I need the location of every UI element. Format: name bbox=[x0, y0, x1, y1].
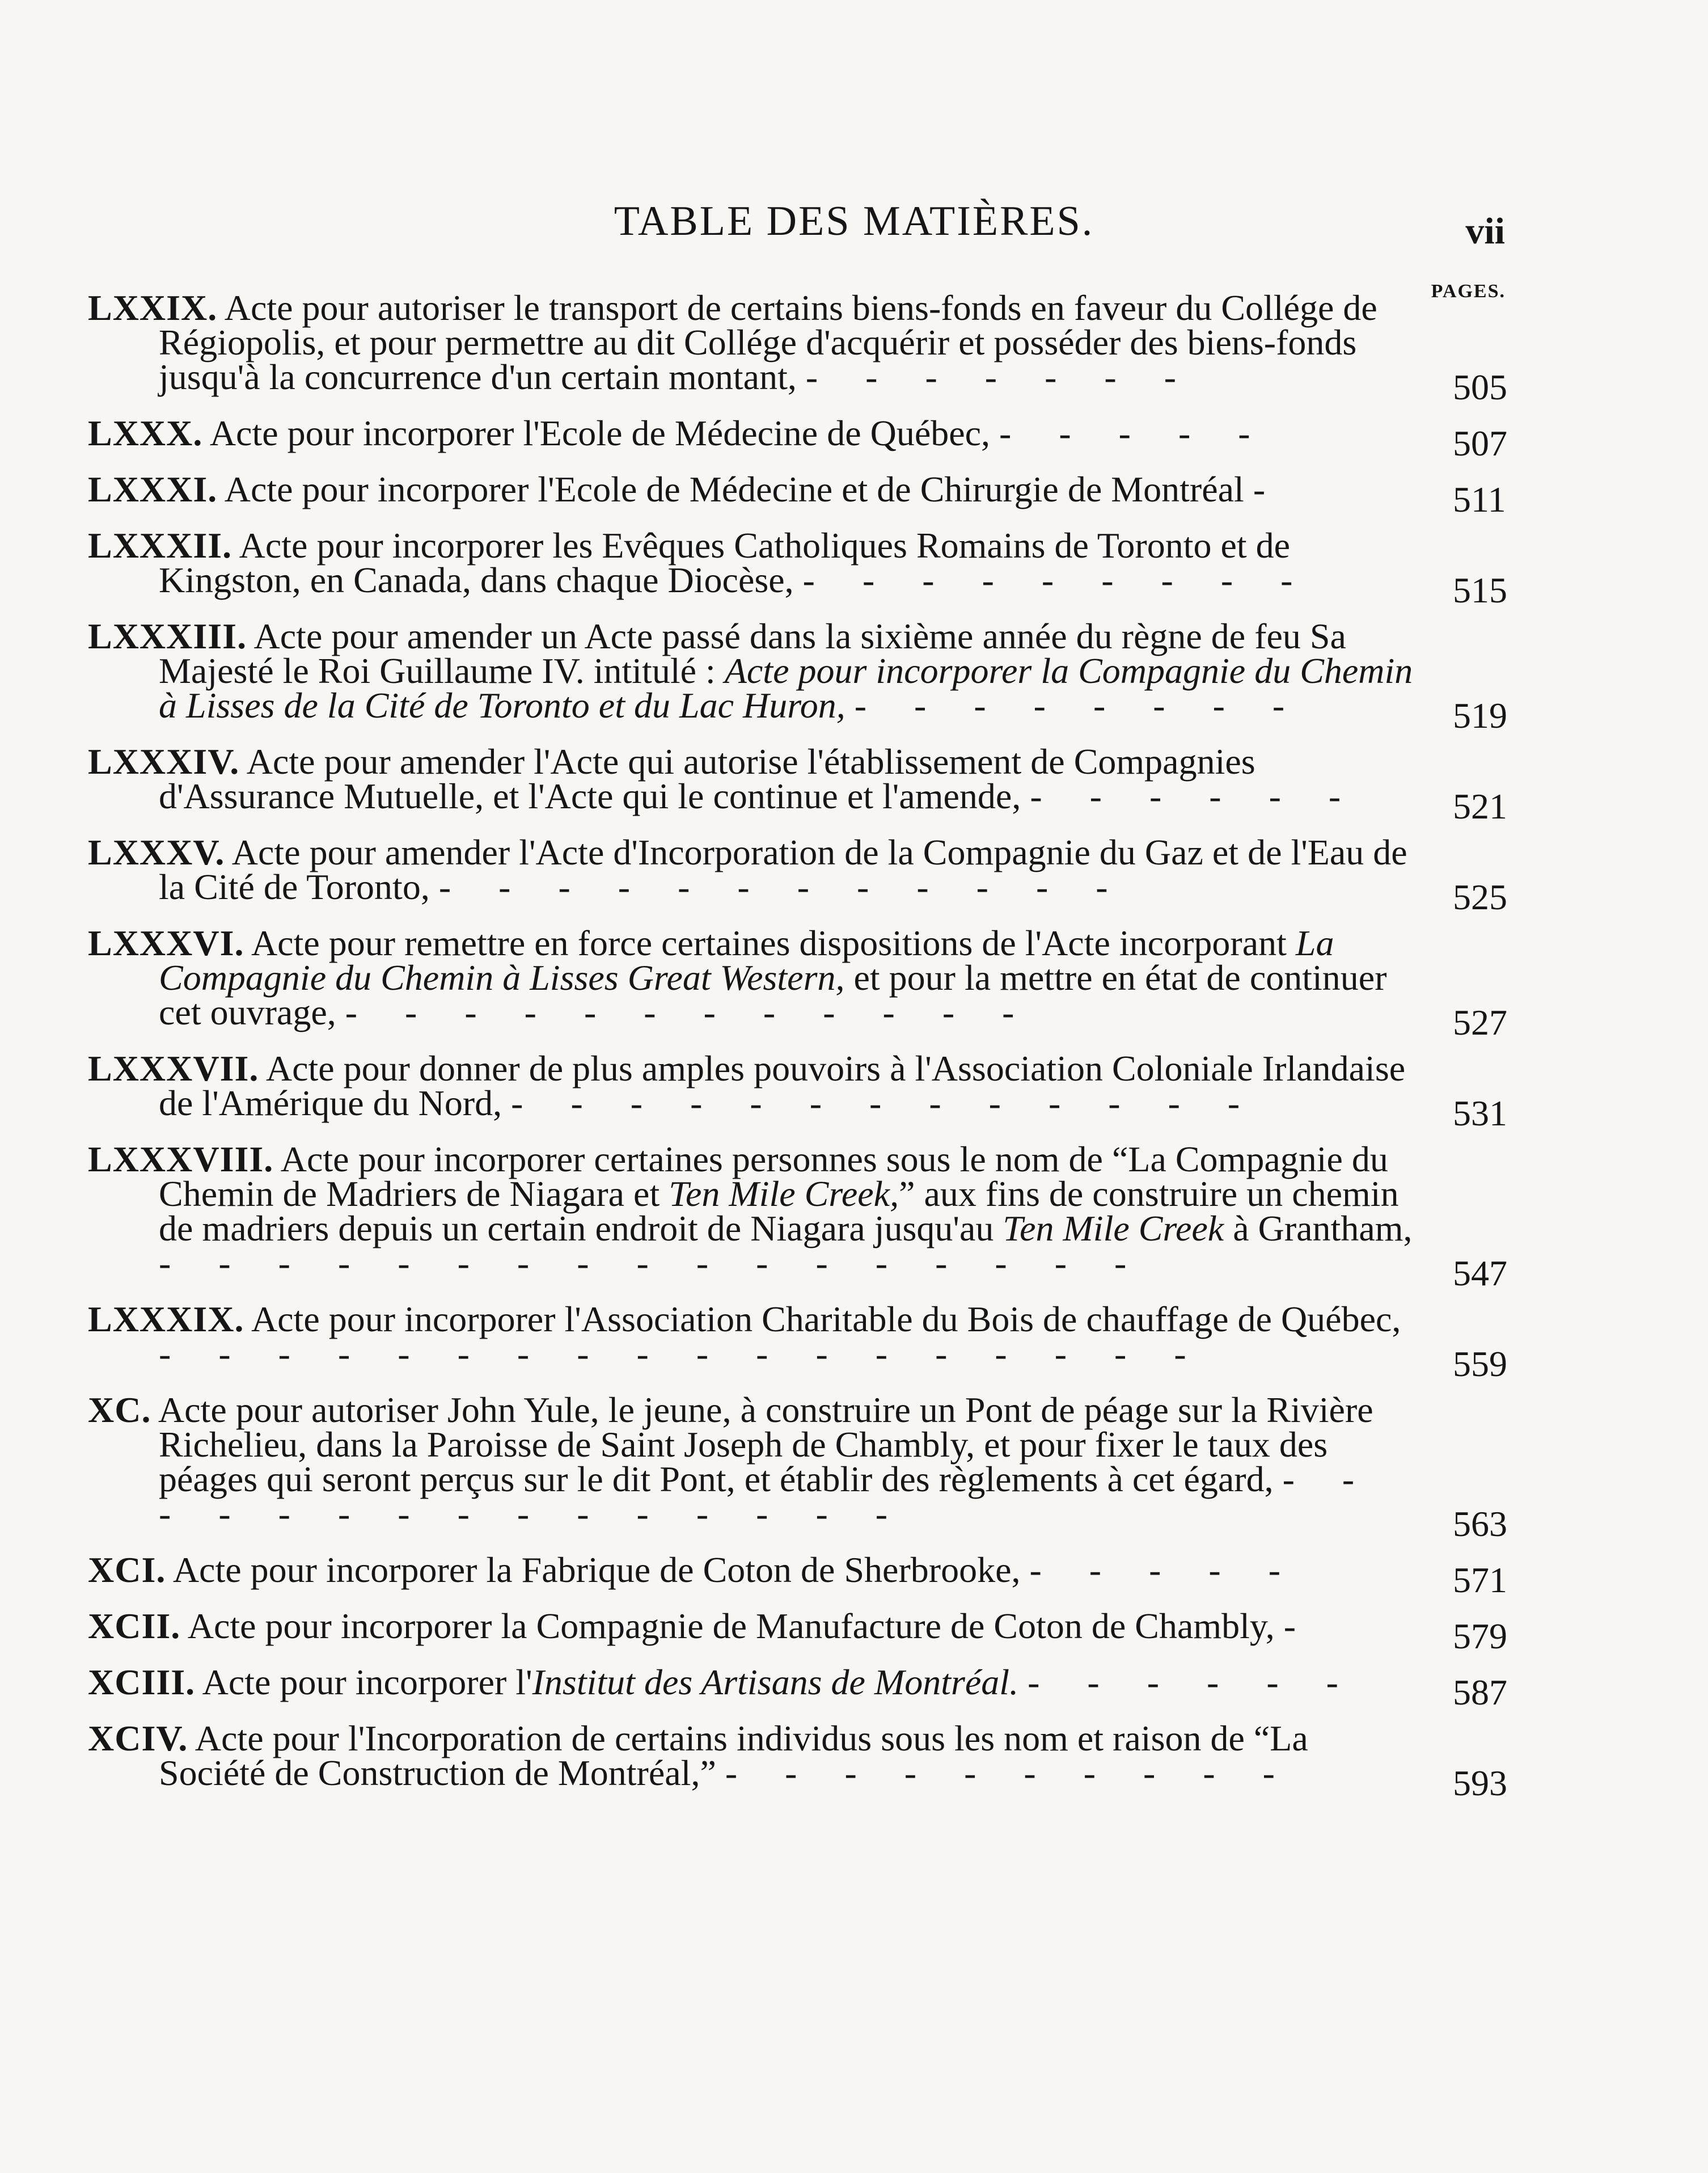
entry-text-continued: et pour la mettre en état de continuer cet ouvrage, bbox=[159, 957, 1387, 1032]
entry-text-continued: ” aux fins de construire un chemin de madriers depuis un certain endroit de Niagara jusqu'au bbox=[159, 1174, 1399, 1248]
entry-number: LXXXV. bbox=[88, 832, 225, 872]
dot-leaders: - - - - - - - - - - - - - - - - - - bbox=[159, 1334, 1206, 1374]
toc-entries bbox=[88, 288, 1507, 1803]
toc-entry: LXXXVI. Acte pour remettre en force certaines dispositions de l'Acte incorporant La Compagnie du Chemin à Lisses Great Western, et pour la mettre en état de continuer cet ouvrage, - - - - - - - - - - - - 527 bbox=[88, 923, 1507, 1043]
entry-number: LXXXI. bbox=[88, 469, 218, 509]
entry-number: LXXIX. bbox=[88, 288, 218, 328]
entry-number: XCII. bbox=[88, 1606, 181, 1646]
entry-text: Acte pour incorporer l'Association Charitable du Bois de chauffage de Québec, bbox=[251, 1299, 1401, 1339]
toc-entry: XCIV. Acte pour l'Incorporation de certains individus sous les nom et raison de “La Société de Construction de Montréal,” - - - - - - - - - - 593 bbox=[88, 1718, 1507, 1803]
dot-leaders: - - - - - - - - bbox=[854, 685, 1304, 725]
entry-text: Acte pour l'Incorporation de certains individus sous les nom et raison de “La Société de Construction de Montréal,” bbox=[159, 1718, 1308, 1793]
toc-entry: LXXXVII. Acte pour donner de plus amples pouvoirs à l'Association Coloniale Irlandaise de l'Amérique du Nord, - - - - - - - - - - - - - 531 bbox=[88, 1048, 1507, 1133]
entry-text: Acte pour incorporer l'Ecole de Médecine et de Chirurgie de Montréal bbox=[224, 469, 1244, 509]
pages-column-label: PAGES. bbox=[1431, 281, 1506, 302]
entry-text: Acte pour autoriser John Yule, le jeune, à construire un Pont de péage sur la Rivière Richelieu, dans la Paroisse de Saint Joseph de Chambly, et pour fixer le taux des péages qui seront perçus sur le dit Pont, et établir des règlements à cet égard, bbox=[158, 1390, 1373, 1499]
dot-leaders: - - - - - - - - - - - - bbox=[345, 992, 1034, 1032]
entry-text: Acte pour autoriser le transport de certains biens-fonds en faveur du Collége de Régiopolis, et pour permettre au dit Collége d'acquérir et posséder des biens-fonds jusqu'à la concurrence d'un certain montant, bbox=[159, 288, 1377, 397]
entry-italic-title: Acte pour incorporer la Compagnie du Chemin à Lisses de la Cité de Toronto et du Lac Huron, bbox=[159, 651, 1413, 725]
entry-text: Acte pour donner de plus amples pouvoirs à l'Association Coloniale Irlandaise de l'Amérique du Nord, bbox=[159, 1048, 1406, 1123]
page-number: vii bbox=[1465, 210, 1505, 252]
toc-entry: LXXXI. Acte pour incorporer l'Ecole de Médecine et de Chirurgie de Montréal - 511 bbox=[88, 469, 1506, 520]
entry-italic-title-2: Ten Mile Creek bbox=[1003, 1208, 1224, 1248]
entry-italic-title: La Compagnie du Chemin à Lisses Great Western, bbox=[159, 923, 1334, 998]
entry-number: LXXXIV. bbox=[88, 741, 240, 782]
entry-text: Acte pour incorporer certaines personnes sous le nom de “La Compagnie du Chemin de Madriers de Niagara et bbox=[159, 1139, 1388, 1214]
entry-number: LXXXVI. bbox=[88, 923, 244, 963]
dot-leaders: - - - - - bbox=[1029, 1550, 1300, 1590]
dot-leaders: - - - - - - - bbox=[805, 357, 1196, 397]
dot-leaders: - - - - - - - - - - - - bbox=[438, 867, 1127, 907]
entry-italic-title: Institut des Artisans de Montréal. bbox=[532, 1662, 1019, 1702]
toc-entry: XCII. Acte pour incorporer la Compagnie de Manufacture de Coton de Chambly, - 579 bbox=[88, 1606, 1507, 1656]
toc-entry: XCI. Acte pour incorporer la Fabrique de Coton de Sherbrooke, - - - - - 571 bbox=[88, 1550, 1507, 1600]
dot-leaders: - - - - - - bbox=[1028, 1662, 1358, 1702]
entry-text: Acte pour incorporer les Evêques Catholiques Romains de Toronto et de Kingston, en Canada, dans chaque Diocèse, bbox=[159, 525, 1291, 600]
toc-entry: LXXXVIII. Acte pour incorporer certaines personnes sous le nom de “La Compagnie du Chemin de Madriers de Niagara et Ten Mile Creek,” aux fins de construire un chemin de madriers depuis un certain endroit de Niagara jusqu'au Ten Mile Creek à Grantham, - - - - - - - - - - - - - - - - - 547 bbox=[88, 1139, 1507, 1293]
entry-number: XC. bbox=[88, 1390, 151, 1430]
toc-entry: XCIII. Acte pour incorporer l'Institut des Artisans de Montréal. - - - - - - 587 bbox=[88, 1662, 1507, 1712]
entry-number: LXXXIII. bbox=[88, 616, 247, 656]
entry-text: Acte pour incorporer l' bbox=[202, 1662, 532, 1702]
page-title: TABLE DES MATIÈRES. bbox=[614, 198, 1094, 244]
entry-text-continued-2: à Grantham, bbox=[1233, 1208, 1413, 1248]
toc-entry: LXXXV. Acte pour amender l'Acte d'Incorporation de la Compagnie du Gaz et de l'Eau de la Cité de Toronto, - - - - - - - - - - - - 525 bbox=[88, 832, 1507, 917]
toc-entry: LXXXII. Acte pour incorporer les Evêques Catholiques Romains de Toronto et de Kingston, en Canada, dans chaque Diocèse, - - - - - - - - - 515 bbox=[88, 525, 1507, 610]
entry-number: LXXXII. bbox=[88, 525, 232, 566]
entry-text: Acte pour amender un Acte passé dans la sixième année du règne de feu Sa Majesté le Roi Guillaume IV. intitulé : bbox=[159, 616, 1346, 691]
entry-text: Acte pour remettre en force certaines dispositions de l'Acte incorporant bbox=[251, 923, 1287, 963]
entry-text: Acte pour incorporer la Fabrique de Coton de Sherbrooke, bbox=[172, 1550, 1021, 1590]
toc-entry: LXXXIV. Acte pour amender l'Acte qui autorise l'établissement de Compagnies d'Assurance Mutuelle, et l'Acte qui le continue et l'amende, - - - - - - 521 bbox=[88, 741, 1507, 826]
entry-number: LXXXVII. bbox=[88, 1048, 259, 1088]
entry-text: Acte pour amender l'Acte d'Incorporation de la Compagnie du Gaz et de l'Eau de la Cité de Toronto, bbox=[159, 832, 1407, 907]
dot-leaders: - - - - - - - - - bbox=[802, 560, 1312, 600]
entry-number: XCIII. bbox=[88, 1662, 196, 1702]
dot-leaders: - - - - - - bbox=[1030, 776, 1360, 816]
dot-leaders: - - - - - - - - - - - - - - - bbox=[159, 1459, 1374, 1534]
dot-leaders: - - - - - - - - - - - - - - - - - bbox=[159, 1243, 1146, 1283]
dot-leaders: - - - - - bbox=[999, 413, 1270, 453]
entry-text: Acte pour amender l'Acte qui autorise l'établissement de Compagnies d'Assurance Mutuelle, et l'Acte qui le continue et l'amende, bbox=[159, 741, 1255, 816]
dot-leaders: - bbox=[1253, 469, 1285, 509]
toc-entry: LXXXIX. Acte pour incorporer l'Association Charitable du Bois de chauffage de Québec, - - - - - - - - - - - - - - - - - - 559 bbox=[88, 1299, 1507, 1384]
toc-entry: XC. Acte pour autoriser John Yule, le jeune, à construire un Pont de péage sur la Rivière Richelieu, dans la Paroisse de Saint Joseph de Chambly, et pour fixer le taux des péages qui seront perçus sur le dit Pont, et établir des règlements à cet égard, - - - - - - - - - - - - - - - 563 bbox=[88, 1390, 1507, 1544]
dot-leaders: - - - - - - - - - - - - - bbox=[511, 1083, 1259, 1123]
dot-leaders: - bbox=[1283, 1606, 1316, 1646]
entry-number: LXXXVIII. bbox=[88, 1139, 274, 1179]
toc-entry: LXXX. Acte pour incorporer l'Ecole de Médecine de Québec, - - - - - 507 bbox=[88, 413, 1507, 463]
entry-number: XCIV. bbox=[88, 1718, 188, 1758]
dot-leaders: - - - - - - - - - - bbox=[725, 1753, 1294, 1793]
entry-number: LXXXIX. bbox=[88, 1299, 244, 1339]
toc-entry: LXXXIII. Acte pour amender un Acte passé dans la sixième année du règne de feu Sa Majesté le Roi Guillaume IV. intitulé : Acte pour incorporer la Compagnie du Chemin à Lisses de la Cité de Toronto et du Lac Huron, - - - - - - - - 519 bbox=[88, 616, 1507, 736]
entry-number: LXXX. bbox=[88, 413, 203, 453]
entry-text: Acte pour incorporer l'Ecole de Médecine de Québec, bbox=[209, 413, 991, 453]
entry-italic-title: Ten Mile Creek, bbox=[669, 1174, 899, 1214]
toc-entry: LXXIX. Acte pour autoriser le transport de certains biens-fonds en faveur du Collége de Régiopolis, et pour permettre au dit Collége d'acquérir et posséder des biens-fonds jusqu'à la concurrence d'un certain montant, - - - - - - - 505 bbox=[88, 288, 1507, 407]
entry-number: XCI. bbox=[88, 1550, 166, 1590]
entry-text: Acte pour incorporer la Compagnie de Manufacture de Coton de Chambly, bbox=[187, 1606, 1275, 1646]
